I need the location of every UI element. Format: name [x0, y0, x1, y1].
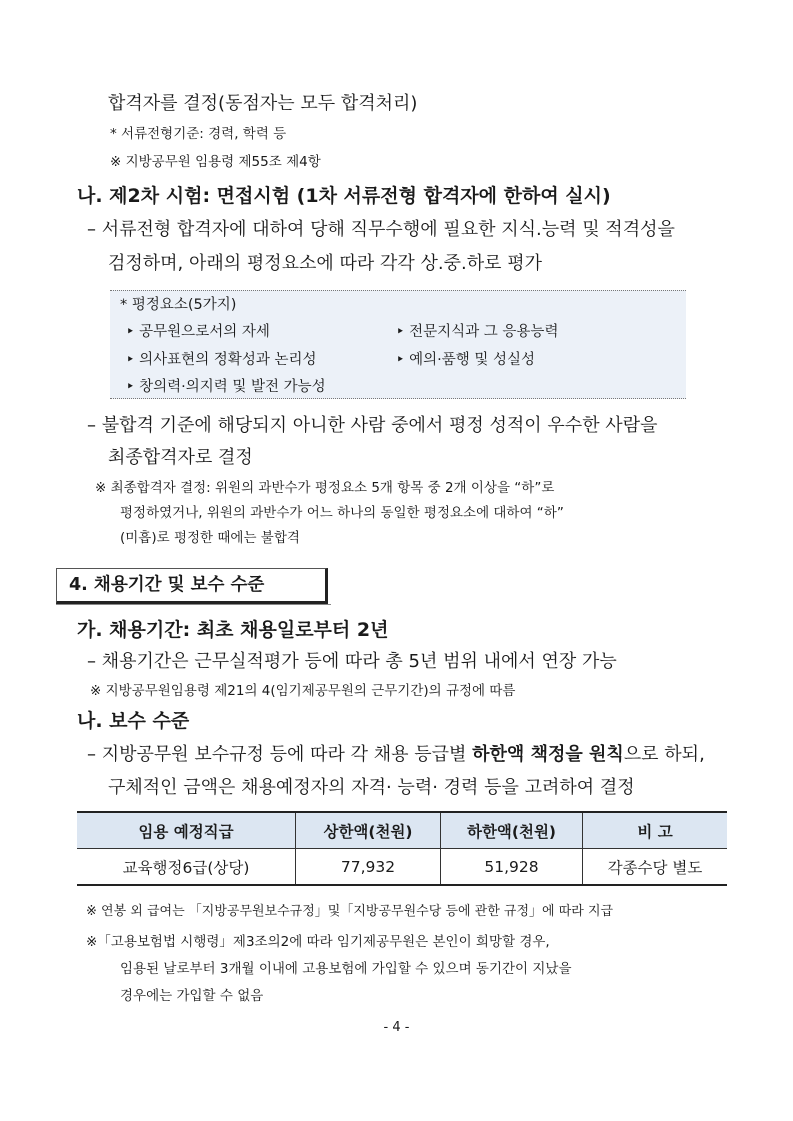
- section-4-title: 4. 채용기간 및 보수 수준: [69, 575, 265, 595]
- cell-grade: 교육행정6급(상당): [122, 858, 250, 877]
- cell-remarks: 각종수당 별도: [583, 849, 728, 886]
- pay-desc-line1: – 지방공무원 보수규정 등에 따라 각 채용 등급별 하한액 책정을 원칙으로 하되,: [87, 744, 705, 765]
- final-pass-note-line3: (미흡)로 평정한 때에는 불합격: [120, 530, 300, 546]
- evaluation-criteria-box: [110, 290, 686, 399]
- table-header-row: [77, 812, 727, 849]
- salary-note: ※ 연봉 외 급여는 「지방공무원보수규정」및「지방공무원수당 등에 관한 규정」에 따라 지급: [86, 904, 614, 919]
- criteria-item: ‣ 공무원으로서의 자세: [126, 324, 270, 340]
- final-pass-note-line1: ※ 최종합격자 결정: 위원의 과반수가 평정요소 5개 항목 중 2개 이상을 “하”로: [95, 480, 555, 496]
- page-number: - 4 -: [383, 1020, 410, 1035]
- pay-heading: 나. 보수 수준: [77, 710, 190, 732]
- header-max: 상한액(천원): [296, 812, 441, 849]
- criteria-item: ‣ 전문지식과 그 응용능력: [396, 324, 559, 340]
- document-criteria-note: * 서류전형기준: 경력, 학력 등: [110, 126, 287, 142]
- cell-max: 77,932: [296, 849, 441, 886]
- cell-min: 51,928: [441, 849, 583, 886]
- insurance-note-line3: 경우에는 가입할 수 없음: [120, 988, 264, 1004]
- fail-criteria-line2: 최종합격자로 결정: [108, 447, 253, 468]
- table-row: [77, 849, 727, 886]
- result-decision-line: 합격자를 결정(동점자는 모두 합격처리): [108, 93, 418, 114]
- salary-table: [77, 811, 727, 886]
- period-heading: 가. 채용기간: 최초 채용일로부터 2년: [77, 619, 389, 641]
- fail-criteria-line1: – 불합격 기준에 해당되지 아니한 사람 중에서 평정 성적이 우수한 사람을: [87, 415, 658, 436]
- insurance-note-line2: 임용된 날로부터 3개월 이내에 고용보험에 가입할 수 있으며 동기간이 지났을: [120, 961, 572, 977]
- header-grade: 임용 예정직급: [77, 812, 296, 849]
- criteria-item: ‣ 예의·품행 및 성실성: [396, 352, 536, 368]
- interview-desc-line2: 검정하며, 아래의 평정요소에 따라 각각 상.중.하로 평가: [108, 253, 543, 274]
- period-desc: – 채용기간은 근무실적평가 등에 따라 총 5년 범위 내에서 연장 가능: [87, 651, 617, 672]
- pay-desc-line2: 구체적인 금액은 채용예정자의 자격· 능력· 경력 등을 고려하여 결정: [108, 777, 635, 798]
- criteria-title: * 평정요소(5가지): [120, 297, 237, 313]
- regulation-note: ※ 지방공무원 임용령 제55조 제4항: [110, 154, 321, 170]
- section-underline: [56, 604, 331, 605]
- pay-principle-emphasis: 하한액 책정을 원칙: [472, 744, 624, 765]
- insurance-note-line1: ※「고용보험법 시행령」제3조의2에 따라 임기제공무원은 본인이 희망할 경우,: [86, 934, 550, 950]
- header-remarks: 비 고: [583, 812, 728, 849]
- header-min: 하한액(천원): [441, 812, 583, 849]
- criteria-item: ‣ 창의력·의지력 및 발전 가능성: [126, 379, 326, 395]
- section-4-title-box: [56, 568, 328, 604]
- period-note: ※ 지방공무원임용령 제21의 4(임기제공무원의 근무기간)의 규정에 따름: [90, 683, 516, 699]
- final-pass-note-line2: 평정하였거나, 위원의 과반수가 어느 하나의 동일한 평정요소에 대하여 “하”: [120, 505, 564, 521]
- interview-desc-line1: – 서류전형 합격자에 대하여 당해 직무수행에 필요한 지식.능력 및 적격성을: [87, 219, 675, 240]
- second-exam-heading: 나. 제2차 시험: 면접시험 (1차 서류전형 합격자에 한하여 실시): [77, 185, 611, 207]
- criteria-item: ‣ 의사표현의 정확성과 논리성: [126, 352, 317, 368]
